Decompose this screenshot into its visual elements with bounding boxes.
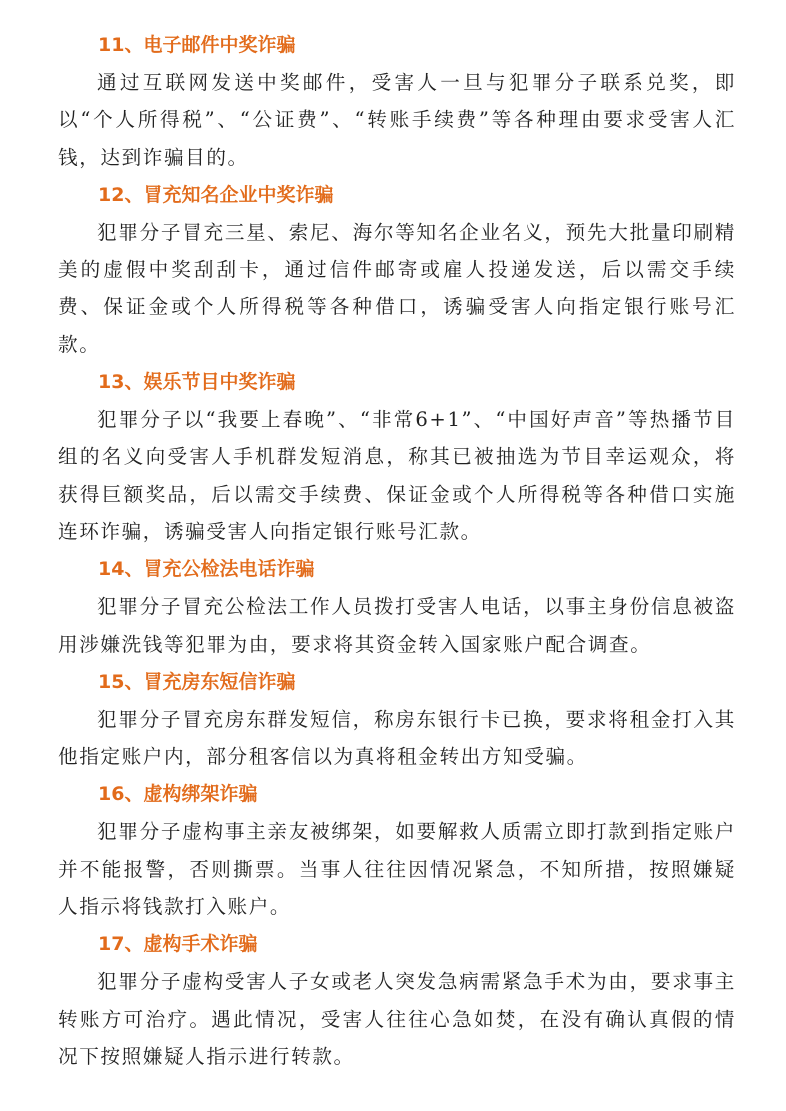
section-body: 犯罪分子冒充公检法工作人员拨打受害人电话，以事主身份信息被盗用涉嫌洗钱等犯罪为由，要求将其资金转入国家账户配合调查。 — [58, 595, 736, 656]
section-body: 犯罪分子冒充三星、索尼、海尔等知名企业名义，预先大批量印刷精美的虚假中奖刮刮卡，通过信件邮寄或雇人投递发送，后以需交手续费、保证金或个人所得税等各种借口，诱骗受害人向指定银行账号汇款。 — [58, 220, 736, 356]
section-body: 犯罪分子以“我要上春晚”、“非常6+1”、“中国好声音”等热播节目组的名义向受害人手机群发短消息，称其已被抽选为节目幸运观众，将获得巨额奖品，后以需交手续费、保证金或个人所得税等各种借口实施连环诈骗，诱骗受害人向指定银行账号汇款。 — [58, 408, 736, 543]
section-fake-landlord-sms-fraud — [58, 663, 736, 776]
section-heading: 16、虚构绑架诈骗 — [98, 783, 258, 806]
section-heading: 13、娱乐节目中奖诈骗 — [98, 371, 296, 394]
section-fake-enterprise-lottery-fraud — [58, 176, 736, 363]
section-body: 犯罪分子虚构受害人子女或老人突发急病需紧急手术为由，要求事主转账方可治疗。遇此情况，受害人往往心急如焚，在没有确认真假的情况下按照嫌疑人指示进行转款。 — [58, 970, 736, 1068]
section-fake-police-call-fraud — [58, 550, 736, 663]
section-heading: 11、电子邮件中奖诈骗 — [98, 34, 296, 56]
section-body: 犯罪分子冒充房东群发短信，称房东银行卡已换，要求将租金打入其他指定账户内，部分租客信以为真将租金转出方知受骗。 — [58, 707, 736, 769]
section-fake-kidnapping-fraud — [58, 775, 736, 925]
section-heading: 14、冒充公检法电话诈骗 — [98, 558, 315, 581]
section-tv-show-lottery-fraud — [58, 363, 736, 550]
section-email-lottery-fraud — [58, 26, 736, 176]
section-body: 通过互联网发送中奖邮件，受害人一旦与犯罪分子联系兑奖，即以“个人所得税”、“公证费”、“转账手续费”等各种理由要求受害人汇钱，达到诈骗目的。 — [58, 71, 736, 169]
section-heading: 15、冒充房东短信诈骗 — [98, 670, 296, 693]
section-heading: 17、虚构手术诈骗 — [98, 933, 258, 956]
section-fake-surgery-fraud — [58, 925, 736, 1075]
section-body: 犯罪分子虚构事主亲友被绑架，如要解救人质需立即打款到指定账户并不能报警，否则撕票。当事人往往因情况紧急，不知所措，按照嫌疑人指示将钱款打入账户。 — [58, 820, 736, 919]
section-heading: 12、冒充知名企业中奖诈骗 — [98, 183, 334, 206]
